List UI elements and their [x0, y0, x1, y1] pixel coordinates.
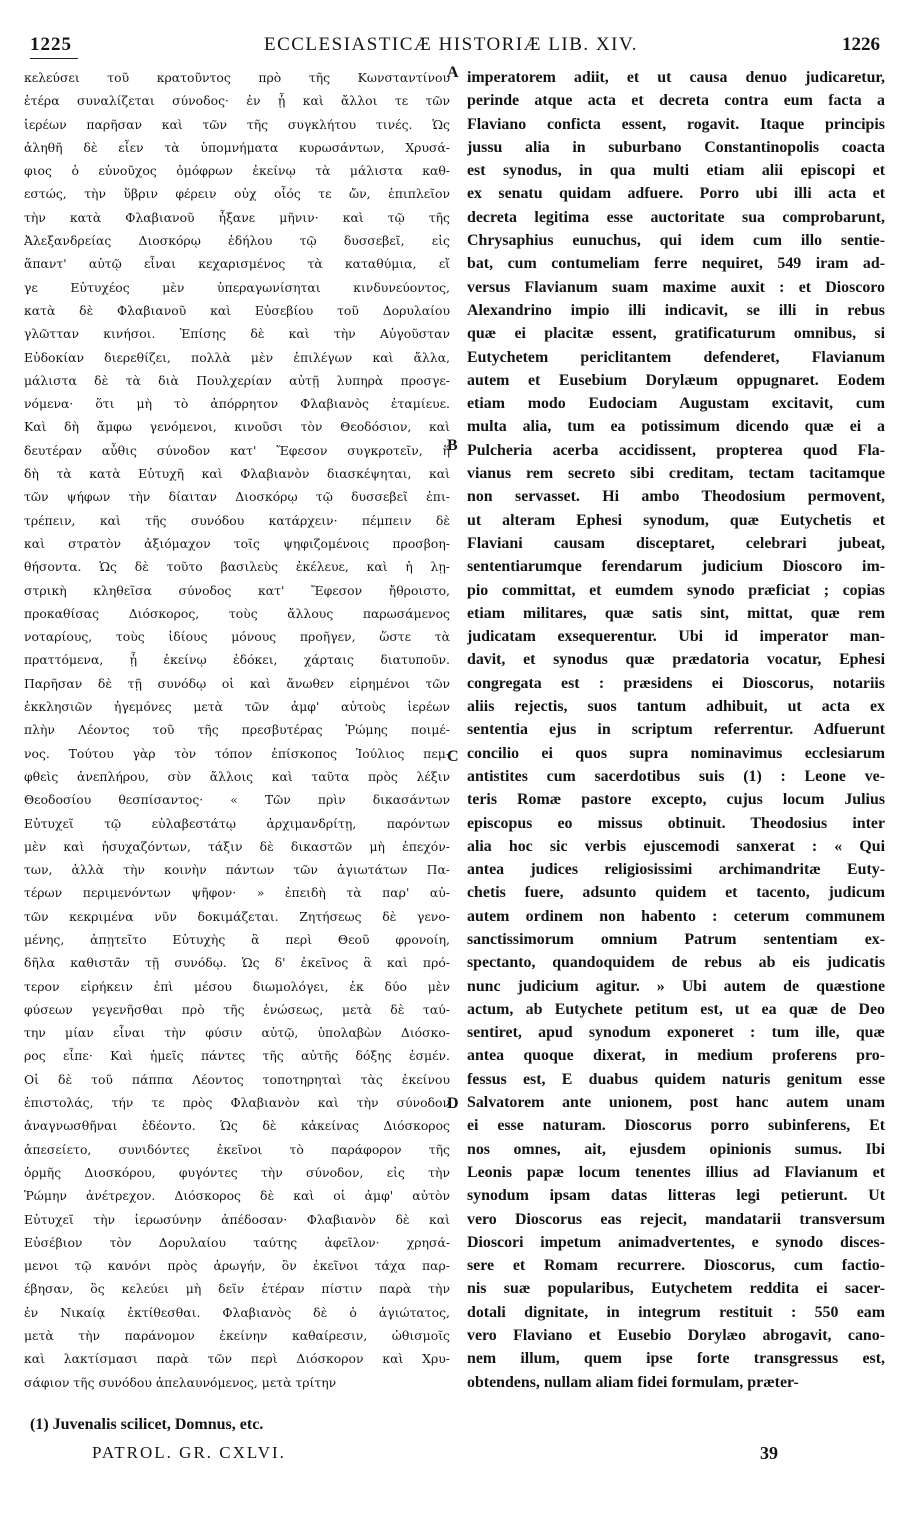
latin-text-line: sanctissimorum omnium Patrum sententiam ex-	[467, 930, 885, 948]
greek-text-line: ἱερέων παρῆσαν καὶ τῶν τῆς συγκλήτου τινές. Ὡς	[24, 116, 450, 132]
latin-text-line: spectanto, quandoquidem de rebus ab eis judicatis	[467, 954, 885, 972]
latin-text-line: fessus est, E duabus quidem naturis genitum esse	[467, 1070, 885, 1088]
latin-text-line: vero Dioscorus eas rejecit, mandatarii transversum	[467, 1210, 885, 1228]
latin-text-line: autem ordinem non habento : ceterum communem	[467, 907, 885, 925]
running-head	[22, 34, 880, 68]
page-number-right: 1226	[842, 34, 880, 55]
latin-text-line: chetis fuere, adsunto quidem et tacento, judicum	[467, 884, 885, 902]
latin-text-line: sententiarumque ferendarum judicium Dioscoro im-	[467, 558, 885, 576]
greek-text-line: Εὐτυχεῖ τῷ εὐλαβεστάτῳ ἀρχιμανδρίτῃ, παρόντων	[24, 815, 450, 831]
latin-text-line: perinde atque acta et decreta contra eum facta a	[467, 92, 885, 110]
latin-text-line: sentiret, apud synodum exponeret : tum ille, quæ	[467, 1024, 885, 1042]
greek-text-line: τῶν κεκριμένα νῦν δοκιμάζεται. Ζητήσεως δὲ γενο-	[24, 908, 450, 924]
latin-text-line: antea quoque dixerat, in medium proferens pro-	[467, 1047, 885, 1065]
latin-text-line: teris Romæ pastore excepto, cujus locum Julius	[467, 791, 885, 809]
latin-text-line: nem illum, quem ipse forte transgressus est,	[467, 1350, 885, 1368]
greek-text-line: σάφιον τῆς συνόδου ἀπελαυνόμενος, μετὰ τρίτην	[24, 1374, 337, 1390]
greek-text-line: μετὰ τὴν παράνομον ἐκείνην καθαίρεσιν, ὠθισμοῖς	[24, 1328, 450, 1344]
greek-text-line: Θεοδοσίου θεσπίσαντος· « Τῶν πρὶν δικασάντων	[24, 792, 450, 808]
margin-marker-d: D	[447, 1095, 459, 1112]
greek-text-line: Εὐτυχεῖ τὴν ἱερωσύνην ἀπέδοσαν· Φλαβιανὸν δὲ καὶ	[24, 1211, 450, 1227]
latin-text-line: non servasset. Hi ambo Theodosium permovent,	[467, 488, 885, 506]
greek-text-line: καὶ στρατὸν ἀξιόμαχον τοῖς ψηφιζομένοις προσβοη-	[24, 535, 450, 551]
latin-text-line: ut alteram Ephesi synodum, quæ Eutychetis et	[467, 511, 885, 529]
greek-text-column	[24, 66, 450, 1394]
latin-text-line: synodum ipsam datas litteras legi petierunt. Ut	[467, 1187, 885, 1205]
latin-text-line: est synodus, in qua multi etiam alii episcopi et	[467, 162, 885, 180]
greek-text-line: Εὐδοκίαν διερεθίζει, πολλὰ μὲν ἐπιλέγων καὶ ἄλλα,	[24, 349, 450, 365]
latin-text-line: Flaviani causam disceptaret, celebrari jubeat,	[467, 534, 885, 552]
greek-text-line: τρέπειν, καὶ τῆς συνόδου κατάρχειν· πέμπειν δὲ	[24, 512, 450, 528]
latin-text-line: decreta legitima esse auctoritate sua comprobarunt,	[467, 208, 885, 226]
greek-text-line: πραττόμενα, ᾗ ἐκείνῳ ἐδόκει, χάρταις διατυποῦν.	[24, 652, 450, 668]
greek-text-line: δὴ τὰ κατὰ Εὐτυχῆ καὶ Φλαβιανὸν διασκέψηται, καὶ	[24, 466, 450, 482]
greek-text-line: μενοι τῷ κανόνι πρὸς ἀρωγήν, ὃν ἐκεῖνοι τάχα παρ-	[24, 1258, 450, 1274]
greek-text-line: ἐπιστολάς, τήν τε πρὸς Φλαβιανὸν καὶ τὴν σύνοδον	[24, 1095, 450, 1111]
greek-text-line: προκαθίσας Διόσκορος, τοὺς ἄλλους παρωσάμενος	[24, 605, 450, 621]
greek-text-line: δῆλα καθιστᾶν τῇ συνόδῳ. Ὡς δ' ἐκεῖνος ἃ καὶ πρό-	[24, 955, 450, 971]
latin-text-line: concilio ei quos supra nominavimus ecclesiarum	[467, 744, 885, 762]
latin-text-line: Leonis papæ locum tenentes illius ad Flavianum et	[467, 1163, 885, 1181]
running-title: ECCLESIASTICÆ HISTORIÆ LIB. XIV.	[263, 34, 638, 55]
latin-text-line: vianus rem secreto sibi creditam, tectam tacitamque	[467, 465, 885, 483]
latin-text-line: etiam modo Eudociam Augustam excitavit, cum	[467, 395, 885, 413]
greek-text-line: κατὰ δὲ Φλαβιανοῦ καὶ Εὐσεβίου τοῦ Δορυλαίου	[24, 302, 450, 318]
greek-text-line: εστώς, τὴν ὕβριν φέρειν οὐχ οἷός τε ὤν, ἐπιπλεῖον	[24, 186, 450, 202]
latin-text-line: alia hoc sic verbis ejuscemodi sanxerat : « Qui	[467, 837, 885, 855]
latin-text-line: Dioscori impetum animadvertentes, e synodo disces-	[467, 1233, 885, 1251]
latin-text-column	[467, 66, 885, 1394]
greek-text-line: Εὐσέβιον τὸν Δορυλαίου ταύτης ἀφεῖλον· χρησά-	[24, 1234, 450, 1250]
margin-marker-a: A	[447, 64, 459, 81]
greek-text-line: τέρων περιμενόντων ψῆφον· » ἐπειδὴ τὰ παρ' αὐ-	[24, 885, 450, 901]
greek-text-line: θήσοντα. Ὡς δὲ τοῦτο βασιλεὺς ἐκέλευε, καὶ ἡ λῃ-	[24, 559, 450, 575]
latin-text-line: Alexandrino impio illi indicavit, se illi in rebus	[467, 301, 885, 319]
latin-text-line: nos omnes, ait, ejusdem opinionis sumus. Ibi	[467, 1140, 885, 1158]
greek-text-line: ὁρμῆς Διοσκόρου, φυγόντες τὴν σύνοδον, εἰς τὴν	[24, 1164, 450, 1180]
imprint-series: PATROL. GR. CXLVI.	[92, 1443, 286, 1462]
latin-text-line: ei esse naturam. Dioscorus porro subinferens, Et	[467, 1117, 885, 1135]
latin-text-line: Salvatorem ante unionem, post hanc autem unam	[467, 1094, 885, 1112]
latin-text-line: obtendens, nullam aliam fidei formulam, præter-	[467, 1373, 799, 1391]
latin-text-line: etiam militares, quæ satis sint, mittat, quæ rem	[467, 604, 885, 622]
greek-text-line: φθεὶς ἀνεπλήρου, σὺν ἄλλοις καὶ ταῦτα πρὸς λέξιν	[24, 768, 450, 784]
latin-text-line: davit, et synodus quæ prædatoria vocatur, Ephesi	[467, 651, 885, 669]
latin-text-line: sere et Romam recurrere. Dioscorus, cum factio-	[467, 1257, 885, 1275]
latin-text-line: actum, ab Eutychete petitum est, ut ea quæ de Deo	[467, 1000, 885, 1018]
greek-text-line: γε Εὐτυχέος μὲν ὑπεραγωνίσηται κινδυνεύοντος,	[24, 279, 450, 295]
greek-text-line: Παρῆσαν δὲ τῇ συνόδῳ οἱ καὶ ἄνωθεν εἰρημένοι τῶν	[24, 675, 450, 691]
latin-text-line: nunc judicium agitur. » Ubi autem de quæstione	[467, 977, 885, 995]
greek-text-line: στρικὴ κληθεῖσα σύνοδος κατ' Ἔφεσον ἤθροιστο,	[24, 582, 450, 598]
greek-text-line: την μίαν εἶναι τὴν φύσιν αὐτῷ, ὑπολαβὼν Διόσκο-	[24, 1025, 450, 1041]
greek-text-line: Οἱ δὲ τοῦ πάππα Λέοντος τοποτηρηταὶ τὰς ἐκείνου	[24, 1071, 450, 1087]
margin-marker-c: C	[447, 748, 459, 765]
latin-text-line: pio committat, et eumdem synodo præficiat ; copias	[467, 581, 885, 599]
greek-text-line: τῶν ψήφων τὴν δίαιταν Διοσκόρῳ τῷ δυσσεβεῖ ἐπι-	[24, 489, 450, 505]
greek-text-line: τὴν κατὰ Φλαβιανοῦ ἦξανε μῆνιν· καὶ τῷ τῆς	[24, 209, 450, 225]
greek-text-line: νοταρίους, τοὺς ἰδίους μόνους προῆγεν, ὥστε τὰ	[24, 629, 450, 645]
greek-text-line: πλὴν Λέοντος τοῦ τῆς πρεσβυτέρας Ῥώμης ποιμέ-	[24, 722, 450, 738]
greek-text-line: Καὶ δὴ ἄμφω γενόμενοι, κινοῦσι τὸν Θεοδόσιον, καὶ	[24, 419, 450, 435]
greek-text-line: ἀπεσείετο, συνιδόντες ἐκεῖνοι τὸ παράφορον τῆς	[24, 1141, 450, 1157]
latin-text-line: antistites cum sacerdotibus suis (1) : Leone ve-	[467, 767, 885, 785]
latin-text-line: Chrysaphius eunuchus, qui idem cum illo sentie-	[467, 232, 885, 250]
footnote: (1) Juvenalis scilicet, Domnus, etc.	[30, 1416, 264, 1433]
greek-text-line: φιος ὁ εὐνοῦχος ὁμόφρων ἐκείνῳ τὰ μάλιστα καθ-	[24, 163, 450, 179]
greek-text-line: ἀναγνωσθῆναι ἐδέοντο. Ὡς δὲ κἀκείνας Διόσκορος	[24, 1118, 450, 1134]
greek-text-line: μένης, ἀπῃτεῖτο Εὐτυχὴς ἃ περὶ Θεοῦ φρονοίη,	[24, 931, 450, 947]
latin-text-line: Pulcheria acerba accidissent, propterea quod Fla-	[467, 441, 885, 459]
greek-text-line: των, ἀλλὰ τὴν κοινὴν πάντων τῶν ἁγιωτάτων Πα-	[24, 862, 450, 878]
latin-text-line: aliis rejectis, suos tantum adhibuit, ut acta ex	[467, 698, 885, 716]
latin-text-line: ex senatu quidam adfuere. Porro ubi illi acta et	[467, 185, 885, 203]
latin-text-line: jussu alia in suburbano Constantinopolis coacta	[467, 138, 885, 156]
latin-text-line: sententia ejus in scriptum referrentur. Adfuerunt	[467, 721, 885, 739]
margin-marker-b: B	[447, 437, 458, 454]
greek-text-line: τερον εἰρήκειν ἐπὶ μέσου διωμολόγει, ἐκ δύο μὲν	[24, 978, 450, 994]
greek-text-line: Ἀλεξανδρείας Διοσκόρῳ ἐδήλου τῷ δυσσεβεῖ, εἰς	[24, 233, 450, 249]
latin-text-line: Eutychetem periclitantem defenderet, Flavianum	[467, 348, 885, 366]
latin-text-line: Flaviano conficta essent, rogavit. Itaque principis	[467, 115, 885, 133]
page-number-left: 1225	[30, 34, 72, 55]
greek-text-line: ἅπαντ' αὐτῷ εἶναι κεχαρισμένος τὰ καταθύμια, εἴ	[24, 256, 450, 272]
latin-text-line: judicatam exsequerentur. Ubi id imperator man-	[467, 628, 885, 646]
latin-text-line: multa alia, tum ea potissimum dicendo quæ ei a	[467, 418, 885, 436]
greek-text-line: ἀληθῆ δὲ εἶεν τὰ ὑπομνήματα κυρωσάντων, Χρυσά-	[24, 139, 450, 155]
latin-text-line: versus Flavianum suam maxime auxit : et Dioscoro	[467, 278, 885, 296]
latin-text-line: antea judices religiosissimi archimandritæ Euty-	[467, 861, 885, 879]
greek-text-line: νόμενα· ὅτι μὴ τὸ ἀπόρρητον Φλαβιανὸς ἐταμίευε.	[24, 396, 450, 412]
signature-number: 39	[760, 1443, 778, 1463]
greek-text-line: γλῶτταν κινήσοι. Ἐπίσης δὲ καὶ τὴν Αὐγοῦσταν	[24, 326, 450, 342]
greek-text-line: καὶ λακτίσμασι παρὰ τῶν περὶ Διόσκορον καὶ Χρυ-	[24, 1351, 450, 1367]
latin-text-line: quæ ei placitæ essent, gratificaturum omnibus, si	[467, 325, 885, 343]
latin-text-line: bat, cum contumeliam ferre nequiret, 549 iram ad-	[467, 255, 885, 273]
latin-text-line: vero Flaviano et Eusebio Dorylæo abrogavit, cano-	[467, 1327, 885, 1345]
greek-text-line: μάλιστα δὲ τὰ διὰ Πουλχερίαν αὐτῇ λυπηρὰ προσγε-	[24, 372, 450, 388]
greek-text-line: κελεύσει τοῦ κρατοῦντος πρὸ τῆς Κωνσταντίνου	[24, 70, 450, 85]
greek-text-line: δευτέραν αὖθις σύνοδον κατ' Ἔφεσον συγκροτεῖν, ἥ	[24, 442, 450, 458]
latin-text-line: autem et Eusebium Dorylæum oppugnaret. Eodem	[467, 371, 885, 389]
greek-text-line: έβησαν, ὃς κελεύει μὴ δεῖν ἑτέραν πίστιν παρὰ τὴν	[24, 1281, 450, 1297]
greek-text-line: μὲν καὶ ἡσυχαζόντων, τάξιν δὲ δικαστῶν μὴ ἐπεχόν-	[24, 838, 450, 854]
greek-text-line: ρος εἶπε· Καὶ ἡμεῖς πάντες τῆς αὐτῆς δόξης ἐσμέν.	[24, 1048, 450, 1064]
latin-text-line: episcopus eo missus obtinuit. Theodosius inter	[467, 814, 885, 832]
latin-text-line: congregata est : præsidens ei Dioscorus, notariis	[467, 674, 885, 692]
greek-text-line: ἐκκλησιῶν ἡγεμόνες μετὰ τῶν ἀμφ' αὐτοὺς ἱερέων	[24, 699, 450, 715]
latin-text-line: nis suæ popularibus, Eutychetem reddita ei sacer-	[467, 1280, 885, 1298]
greek-text-line: φύσεων γεγενῆσθαι πρὸ τῆς ἑνώσεως, μετὰ δὲ ταύ-	[24, 1001, 450, 1017]
latin-text-line: dotali dignitate, in integrum restituit : 550 eam	[467, 1303, 885, 1321]
greek-text-line: ἐν Νικαίᾳ ἐκτίθεσθαι. Φλαβιανὸς δὲ ὁ ἁγιώτατος,	[24, 1304, 450, 1320]
latin-text-line: imperatorem adiit, et ut causa denuo judicaretur,	[467, 69, 885, 86]
greek-text-line: Ῥώμην ἀνέτρεχον. Διόσκορος δὲ καὶ οἱ ἀμφ' αὐτὸν	[24, 1188, 450, 1204]
greek-text-line: ἑτέρα συναλίζεται σύνοδος· ἐν ᾗ καὶ ἄλλοι τε τῶν	[24, 93, 450, 109]
greek-text-line: νος. Τούτου γὰρ τὸν τόπον ἐπίσκοπος Ἰούλιος πεμ-	[24, 745, 450, 761]
